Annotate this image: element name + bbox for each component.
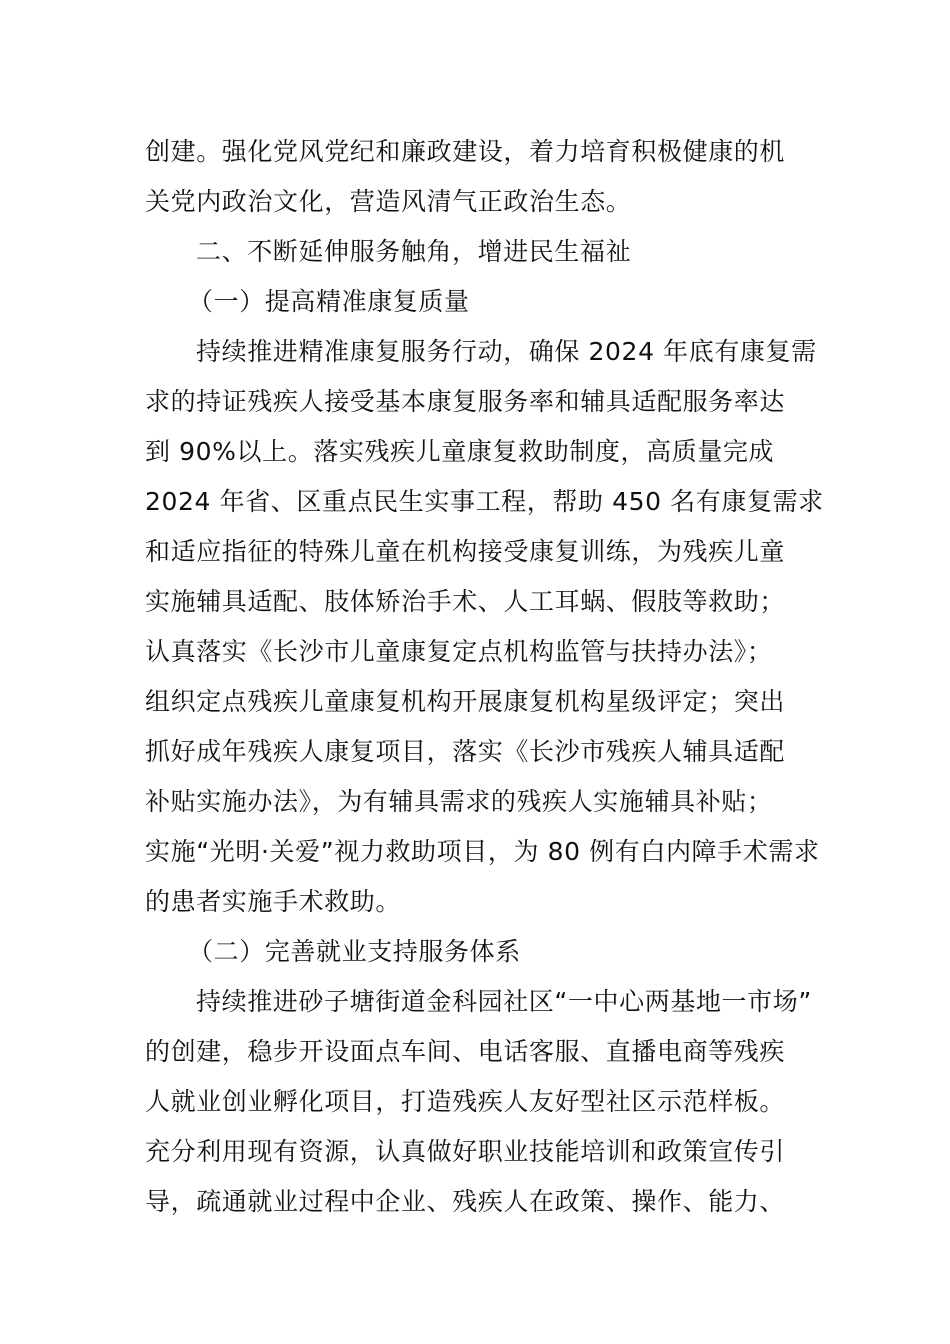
body-text-line: 认真落实《长沙市儿童康复定点机构监管与扶持办法》；: [145, 637, 773, 666]
body-text-line: 和适应指征的特殊儿童在机构接受康复训练，为残疾儿童: [145, 537, 786, 566]
body-text-line: 创建。强化党风党纪和廉政建设，着力培育积极健康的机: [145, 137, 786, 166]
body-text-line: 人就业创业孵化项目，打造残疾人友好型社区示范样板。: [145, 1087, 786, 1116]
body-text-line: 2024 年省、区重点民生实事工程，帮助 450 名有康复需求: [145, 487, 824, 516]
body-text-line: 到 90%以上。落实残疾儿童康复救助制度，高质量完成: [145, 437, 775, 466]
body-text-line: 实施辅具适配、肢体矫治手术、人工耳蜗、假肢等救助；: [145, 587, 786, 616]
body-text-line: 补贴实施办法》，为有辅具需求的残疾人实施辅具补贴；: [145, 787, 773, 816]
body-text-line: 的患者实施手术救助。: [145, 887, 402, 916]
body-text-line: 组织定点残疾儿童康复机构开展康复机构星级评定；突出: [145, 687, 786, 716]
subsection-heading: （二）完善就业支持服务体系: [188, 937, 521, 966]
body-text-line: 的创建，稳步开设面点车间、电话客服、直播电商等残疾: [145, 1037, 786, 1066]
subsection-heading: （一）提高精准康复质量: [188, 287, 470, 316]
body-text-line: 抓好成年残疾人康复项目，落实《长沙市残疾人辅具适配: [145, 737, 786, 766]
section-heading: 二、不断延伸服务触角，增进民生福祉: [196, 237, 632, 266]
body-text-line: 实施“光明·关爱”视力救助项目，为 80 例有白内障手术需求: [145, 837, 820, 866]
body-text-line: 关党内政治文化，营造风清气正政治生态。: [145, 187, 632, 216]
body-text-line: 求的持证残疾人接受基本康复服务率和辅具适配服务率达: [145, 387, 786, 416]
body-text-line: 持续推进精准康复服务行动，确保 2024 年底有康复需: [196, 337, 817, 366]
body-text-line: 持续推进砂子塘街道金科园社区“一中心两基地一市场”: [196, 987, 812, 1016]
body-text-line: 充分利用现有资源，认真做好职业技能培训和政策宣传引: [145, 1137, 786, 1166]
body-text-line: 导，疏通就业过程中企业、残疾人在政策、操作、能力、: [145, 1187, 786, 1216]
